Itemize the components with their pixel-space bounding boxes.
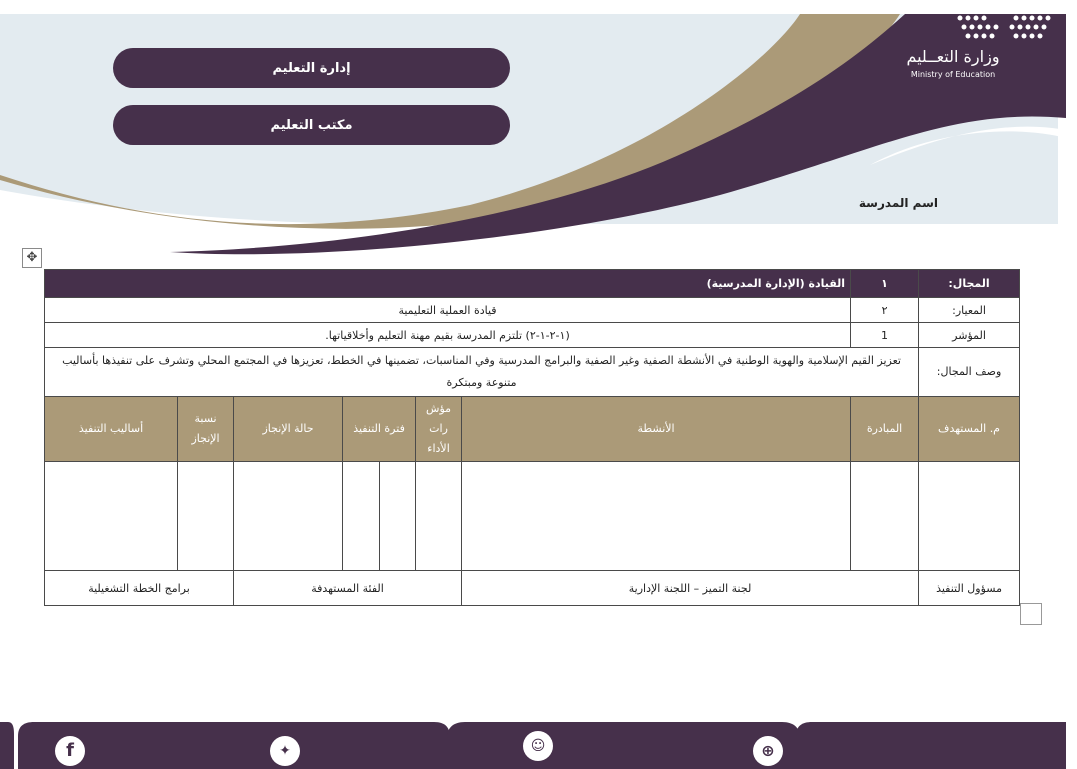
domain-label: المجال:: [919, 270, 1020, 298]
indicator-value: (١-٢-١-٢) تلتزم المدرسة بقيم مهنة التعليم وأخلاقياتها.: [45, 323, 851, 348]
column-activities: الأنشطة: [462, 397, 851, 462]
standard-label: المعيار:: [919, 298, 1020, 323]
column-ratio: نسبة الإنجاز: [178, 397, 234, 462]
plan-table: [44, 269, 1020, 606]
column-status: حالة الإنجاز: [234, 397, 343, 462]
target-group-label: الفئة المستهدفة: [234, 571, 462, 606]
cell-kpis[interactable]: [416, 462, 462, 571]
ministry-name-ar: وزارة التعــليم: [906, 47, 1000, 66]
description-label: وصف المجال:: [919, 348, 1020, 397]
domain-number: ١: [851, 270, 919, 298]
ministry-logo-dots-icon: [956, 14, 1051, 42]
school-name-label: اسم المدرسة: [858, 196, 938, 210]
description-value: تعزيز القيم الإسلامية والهوية الوطنية في الأنشطة الصفية وغير الصفية والبرامج المدرسية وفي المناسبات، تضمينها في الخطط، تعزيزها في المجتمع المحلي وتشرف على تنفيذها بأساليب متنوعة ومبتكرة: [45, 348, 919, 397]
cell-period-start[interactable]: [380, 462, 416, 571]
cell-initiative[interactable]: [851, 462, 919, 571]
education-administration-label: إدارة التعليم: [113, 48, 510, 88]
cell-status[interactable]: [234, 462, 343, 571]
responsible-value: لجنة التميز – اللجنة الإدارية: [462, 571, 919, 606]
twitter-icon[interactable]: ✦: [270, 736, 300, 766]
globe-icon[interactable]: ⊕: [753, 736, 783, 766]
column-period: فترة التنفيذ: [343, 397, 416, 462]
cell-target[interactable]: [919, 462, 1020, 571]
programs-label: برامج الخطة التشغيلية: [45, 571, 234, 606]
facebook-icon[interactable]: f: [55, 736, 85, 766]
standard-value: قيادة العملية التعليمية: [45, 298, 851, 323]
cell-ratio[interactable]: [178, 462, 234, 571]
domain-value: القيادة (الإدارة المدرسية): [45, 270, 851, 298]
cell-methods[interactable]: [45, 462, 178, 571]
column-kpis: مؤش رات الأداء: [416, 397, 462, 462]
education-office-label: مكتب التعليم: [113, 105, 510, 145]
indicator-number: 1: [851, 323, 919, 348]
table-resize-handle-icon[interactable]: [1020, 603, 1042, 625]
ministry-name-en: Ministry of Education: [910, 70, 996, 79]
column-target: م. المستهدف: [919, 397, 1020, 462]
column-methods: أساليب التنفيذ: [45, 397, 178, 462]
table-move-handle-icon[interactable]: ✥: [22, 248, 42, 268]
column-initiative: المبادرة: [851, 397, 919, 462]
cell-period-end[interactable]: [343, 462, 380, 571]
standard-number: ٢: [851, 298, 919, 323]
snapchat-icon[interactable]: ☺: [523, 731, 553, 761]
responsible-label: مسؤول التنفيذ: [919, 571, 1020, 606]
cell-activities[interactable]: [462, 462, 851, 571]
indicator-label: المؤشر: [919, 323, 1020, 348]
